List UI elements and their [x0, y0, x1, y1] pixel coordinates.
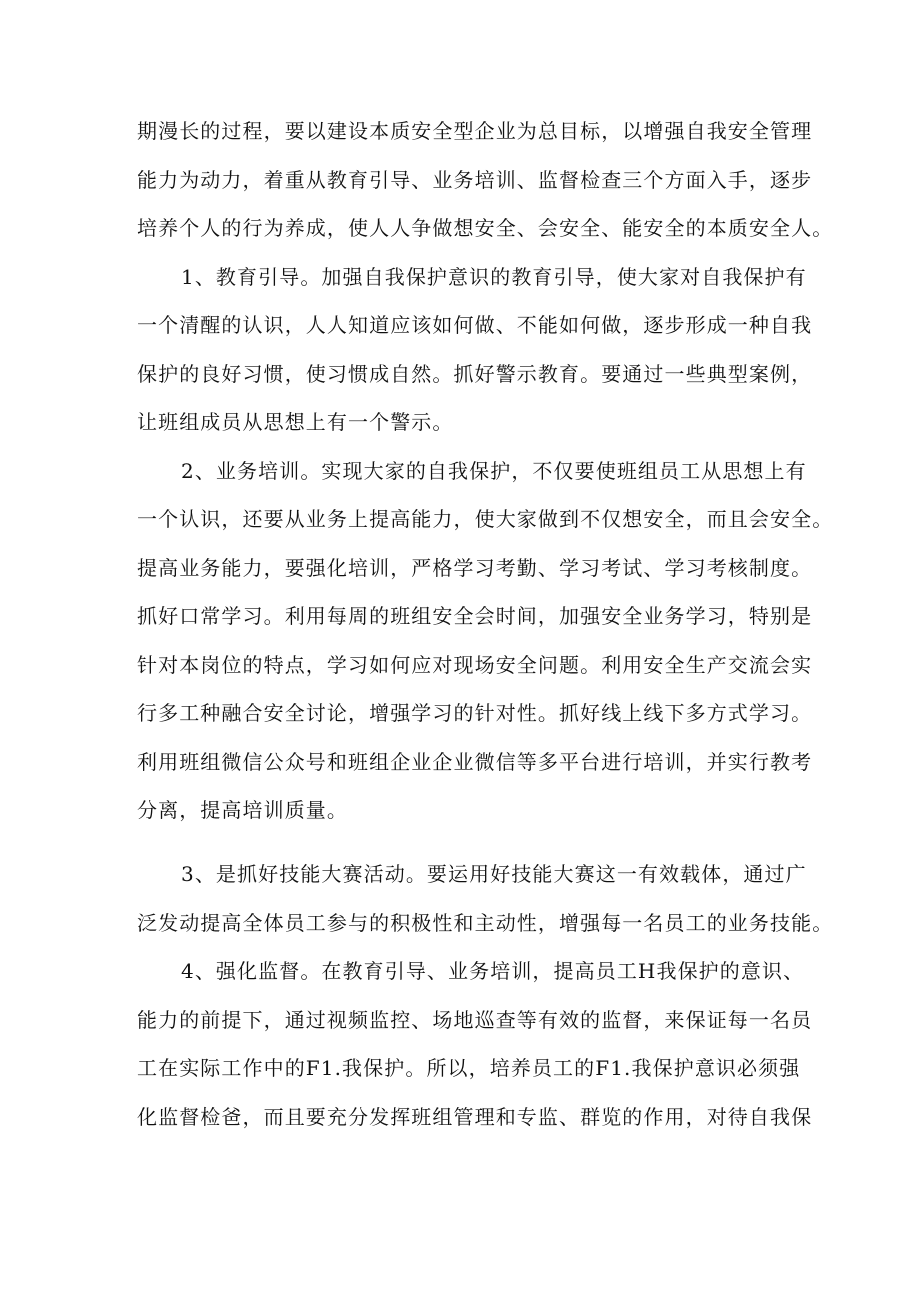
text-line: 期漫长的过程，要以建设本质安全型企业为总目标，以增强自我安全管理: [137, 119, 813, 143]
text-line: 让班组成员从思想上有一个警示。: [137, 410, 454, 434]
text-line: 能力的前提下，通过视频监控、场地巡查等有效的监督，来保证每一名员: [137, 1007, 813, 1032]
text-line: 3、是抓好技能大赛活动。要运用好技能大赛这一有效载体，通过广: [181, 862, 807, 886]
text-line: 一个清醒的认识，人人知道应该如何做、不能如何做，逐步形成一种自我: [137, 313, 813, 337]
text-line: 针对本岗位的特点，学习如何应对现场安全问题。利用安全生产交流会实: [137, 652, 813, 677]
text-line: 提高业务能力，要强化培训，严格学习考勤、学习考试、学习考核制度。: [137, 555, 813, 580]
text-line: 化监督检爸，而且要充分发挥班组管理和专监、群览的作用，对待自我保: [137, 1104, 813, 1129]
text-line: 一个认识，还要从业务上提高能力，使大家做到不仅想安全，而且会安全。: [137, 507, 834, 531]
text-line: 行多工种融合安全讨论，增强学习的针对性。抓好线上线下多方式学习。: [137, 701, 813, 725]
text-line: 4、强化监督。在教育引导、业务培训，提高员工H我保护的意识、: [181, 959, 805, 983]
text-line: 1、教育引导。加强自我保护意识的教育引导，使大家对自我保护有: [181, 264, 807, 289]
text-line: 利用班组微信公众号和班组企业企业微信等多平台进行培训，并实行教考: [137, 749, 813, 774]
text-line: 分离，提高培训质量。: [137, 798, 348, 822]
document-body: [137, 114, 834, 1148]
text-line: 2、业务培训。实现大家的自我保护，不仅要使班组员工从思想上有: [181, 458, 807, 483]
text-line: 抓好口常学习。利用每周的班组安全会时间，加强安全业务学习，特别是: [137, 604, 813, 628]
text-line: 能力为动力，着重从教育引导、业务培训、监督检查三个方面入手，逐步: [137, 167, 813, 192]
text-line: 保护的良好习惯，使习惯成自然。抓好警示教育。要通过一些典型案例，: [137, 361, 813, 386]
text-line: 培养个人的行为养成，使人人争做想安全、会安全、能安全的本质安全人。: [137, 216, 834, 240]
text-line: 工在实际工作中的F1.我保护。所以，培养员工的F1.我保护意识必须强: [137, 1056, 801, 1080]
text-line: 泛发动提高全体员工参与的积极性和主动性，增强每一名员工的业务技能。: [137, 910, 834, 935]
